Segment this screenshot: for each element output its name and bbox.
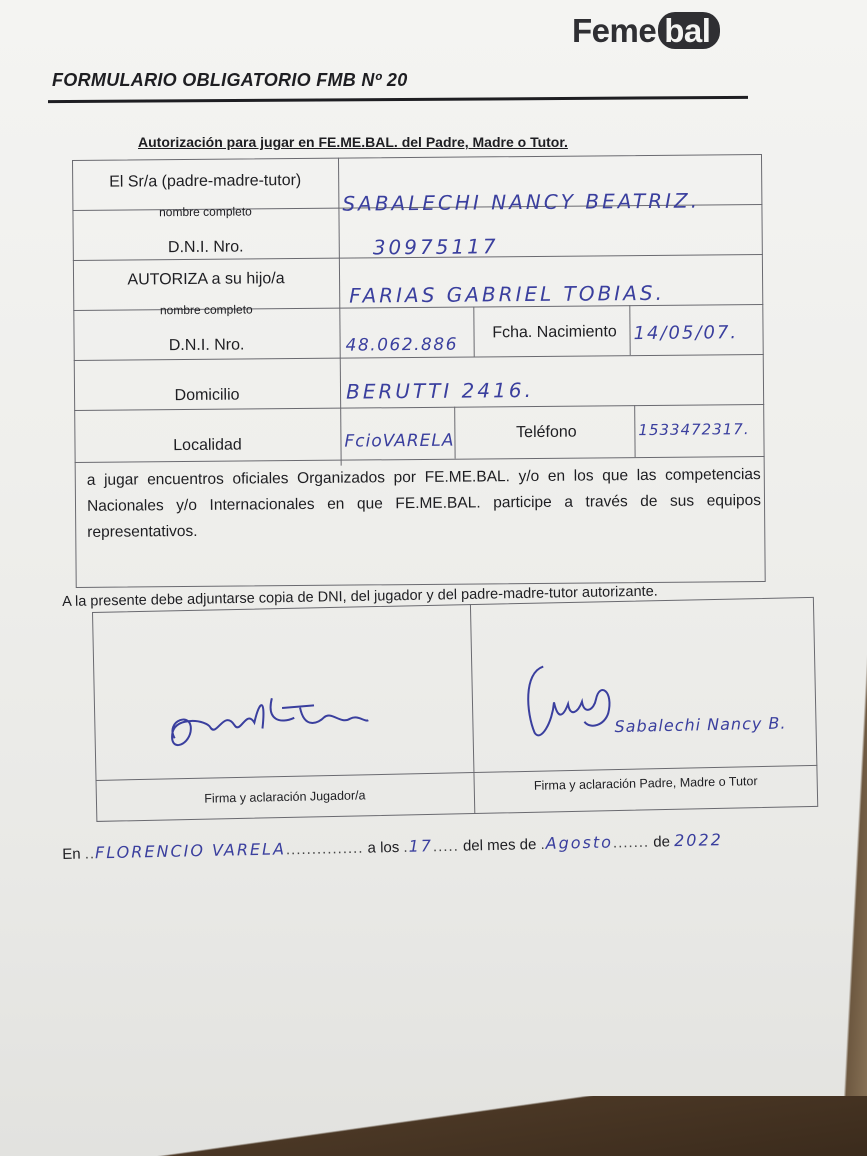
closing-year-label: de	[653, 833, 671, 851]
birthdate-label: Fcha. Nacimiento	[492, 323, 617, 342]
city-value: FcioVARELA	[344, 430, 455, 452]
dni-copy-note: A la presente debe adjuntarse copia de DNI, del jugador y del padre-madre-tutor autorizante.	[62, 583, 658, 610]
closing-day-value: 17	[408, 836, 434, 856]
parent-dni-value: 30975117	[372, 234, 499, 260]
form-title: FORMULARIO OBLIGATORIO FMB Nº 20	[52, 70, 408, 90]
player-signature-caption: Firma y aclaración Jugador/a	[204, 788, 366, 806]
address-value: BERUTTI 2416.	[345, 377, 534, 404]
phone-value: 1533472317.	[638, 420, 750, 440]
parent-signature-caption: Firma y aclaración Padre, Madre o Tutor	[533, 774, 758, 793]
logo-text-start: Feme	[572, 12, 657, 49]
child-name-sublabel: nombre completo	[159, 302, 253, 318]
closing-month-value: Agosto	[545, 832, 614, 853]
closing-city-value: FLORENCIO VARELA	[94, 839, 287, 863]
child-name-value: FARIAS GABRIEL TOBIAS.	[349, 280, 665, 308]
closing-month-label: del mes de	[462, 836, 537, 855]
signature-box	[92, 597, 818, 822]
closing-en-label: En	[62, 845, 81, 863]
birthdate-value: 14/05/07.	[633, 322, 739, 345]
wood-background-right	[807, 0, 867, 1156]
child-name-label: AUTORIZA a su hijo/a	[127, 270, 285, 289]
form-subtitle: Autorización para jugar en FE.ME.BAL. del Padre, Madre o Tutor.	[138, 134, 568, 150]
child-dni-value: 48.062.886	[345, 334, 459, 356]
child-dni-label: D.N.I. Nro.	[168, 336, 245, 355]
parent-name-value: SABALECHI NANCY BEATRIZ.	[342, 188, 701, 216]
parent-clarification: Sabalechi Nancy B.	[614, 713, 787, 737]
authorization-table	[72, 154, 766, 588]
phone-label: Teléfono	[516, 423, 577, 442]
city-label: Localidad	[173, 436, 242, 455]
femebal-logo	[572, 12, 720, 50]
parent-name-sublabel: nombre completo	[159, 204, 252, 220]
closing-day-label: a los	[367, 838, 400, 857]
player-signature	[153, 676, 385, 761]
authorization-paragraph: a jugar encuentros oficiales Organizados por FE.ME.BAL. y/o en los que las competencias Nacionales y/o Internacionales en que FE.ME.BAL. participe a través de sus equipos representativos.	[86, 466, 762, 541]
logo-text-end: bal	[658, 12, 720, 49]
closing-year-value: 2022	[673, 830, 724, 851]
wood-background-bottom	[0, 1096, 867, 1156]
closing-line: En ..FLORENCIO VARELA............... a los .17..... del mes de .Agosto....... de 2022	[62, 830, 724, 863]
parent-name-label: El Sr/a (padre-madre-tutor)	[109, 172, 302, 191]
parent-dni-label: D.N.I. Nro.	[167, 238, 244, 257]
address-label: Domicilio	[174, 386, 240, 405]
